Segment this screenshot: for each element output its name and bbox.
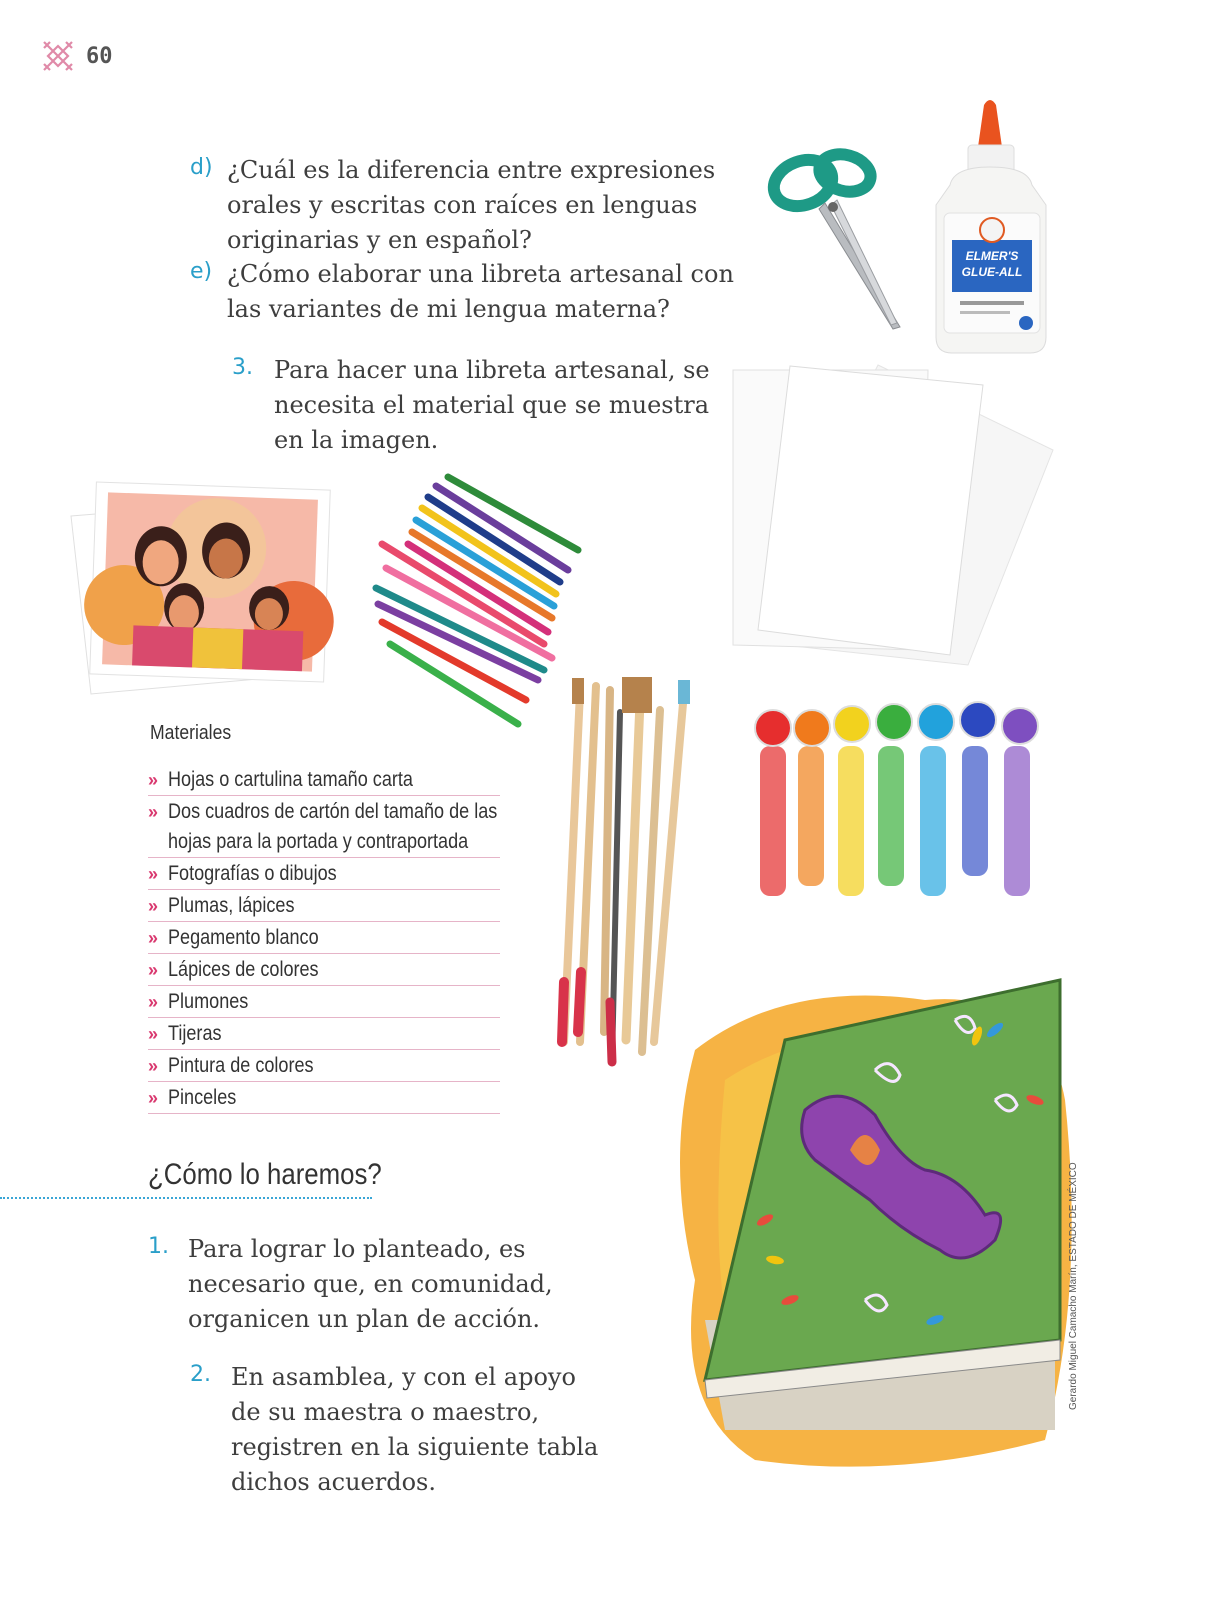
list-item: » Fotografías o dibujos <box>148 858 500 890</box>
section-title: ¿Cómo lo haremos? <box>148 1158 382 1191</box>
question-d-mark: d) <box>190 155 213 180</box>
step-1-line: necesario que, en comunidad, <box>188 1270 553 1298</box>
list-item: » Hojas o cartulina tamaño carta <box>148 764 500 796</box>
list-item: » Pintura de colores <box>148 1050 500 1082</box>
list-item: » Tijeras <box>148 1018 500 1050</box>
step-3-number: 3. <box>232 355 253 380</box>
chevron-right-icon: » <box>148 1024 159 1044</box>
chevron-right-icon: » <box>148 1056 159 1076</box>
step-3-line: necesita el material que se muestra <box>274 391 710 419</box>
family-photo-image <box>65 478 335 703</box>
glue-brand-line1: ELMER'S <box>965 249 1019 263</box>
list-item: » Plumones <box>148 986 500 1018</box>
handmade-notebook-illustration <box>665 960 1085 1480</box>
color-paints-image <box>748 696 1060 910</box>
list-item: » Lápices de colores <box>148 954 500 986</box>
question-e-line: ¿Cómo elaborar una libreta artesanal con <box>227 260 734 288</box>
chevron-right-icon: » <box>148 928 159 948</box>
step-2-number: 2. <box>190 1362 211 1387</box>
page-number: 60 <box>86 44 113 69</box>
question-d-line: originarias y en español? <box>227 226 532 254</box>
chevron-right-icon: » <box>148 960 159 980</box>
step-3-line: Para hacer una libreta artesanal, se <box>274 356 710 384</box>
materials-title: Materiales <box>150 722 232 744</box>
glue-bottle-image <box>930 95 1055 357</box>
step-2-line: registren en la siguiente tabla <box>231 1433 599 1461</box>
chevron-right-icon: » <box>148 802 159 822</box>
materials-list <box>148 764 500 1114</box>
question-e-line: las variantes de mi lengua materna? <box>227 295 670 323</box>
chevron-right-icon: » <box>148 770 159 790</box>
list-item: » Pegamento blanco <box>148 922 500 954</box>
section-divider <box>0 1197 372 1199</box>
question-e-mark: e) <box>190 259 213 284</box>
step-1-line: organicen un plan de acción. <box>188 1305 541 1333</box>
illustration-credit: Gerardo Miguel Camacho Marín, ESTADO DE MÉXICO <box>1068 1162 1079 1410</box>
list-item: » Pinceles <box>148 1082 500 1114</box>
question-d-line: ¿Cuál es la diferencia entre expresiones <box>227 156 716 184</box>
step-2-line: de su maestra o maestro, <box>231 1398 540 1426</box>
list-item: » Dos cuadros de cartón del tamaño de las hojas para la portada y contraportada <box>148 796 500 858</box>
scissors-image <box>765 145 910 335</box>
question-d-line: orales y escritas con raíces en lenguas <box>227 191 698 219</box>
chevron-right-icon: » <box>148 1088 159 1108</box>
step-2-line: En asamblea, y con el apoyo <box>231 1363 576 1391</box>
chevron-right-icon: » <box>148 896 159 916</box>
chevron-right-icon: » <box>148 864 159 884</box>
list-item: » Plumas, lápices <box>148 890 500 922</box>
paper-sheets-image <box>728 360 1058 670</box>
step-1-number: 1. <box>148 1234 169 1259</box>
step-2-line: dichos acuerdos. <box>231 1468 436 1496</box>
step-3-line: en la imagen. <box>274 426 439 454</box>
glue-brand-line2: GLUE-ALL <box>961 265 1023 279</box>
chevron-right-icon: » <box>148 992 159 1012</box>
step-1-line: Para lograr lo planteado, es <box>188 1235 526 1263</box>
page-ornament-icon <box>40 38 76 74</box>
